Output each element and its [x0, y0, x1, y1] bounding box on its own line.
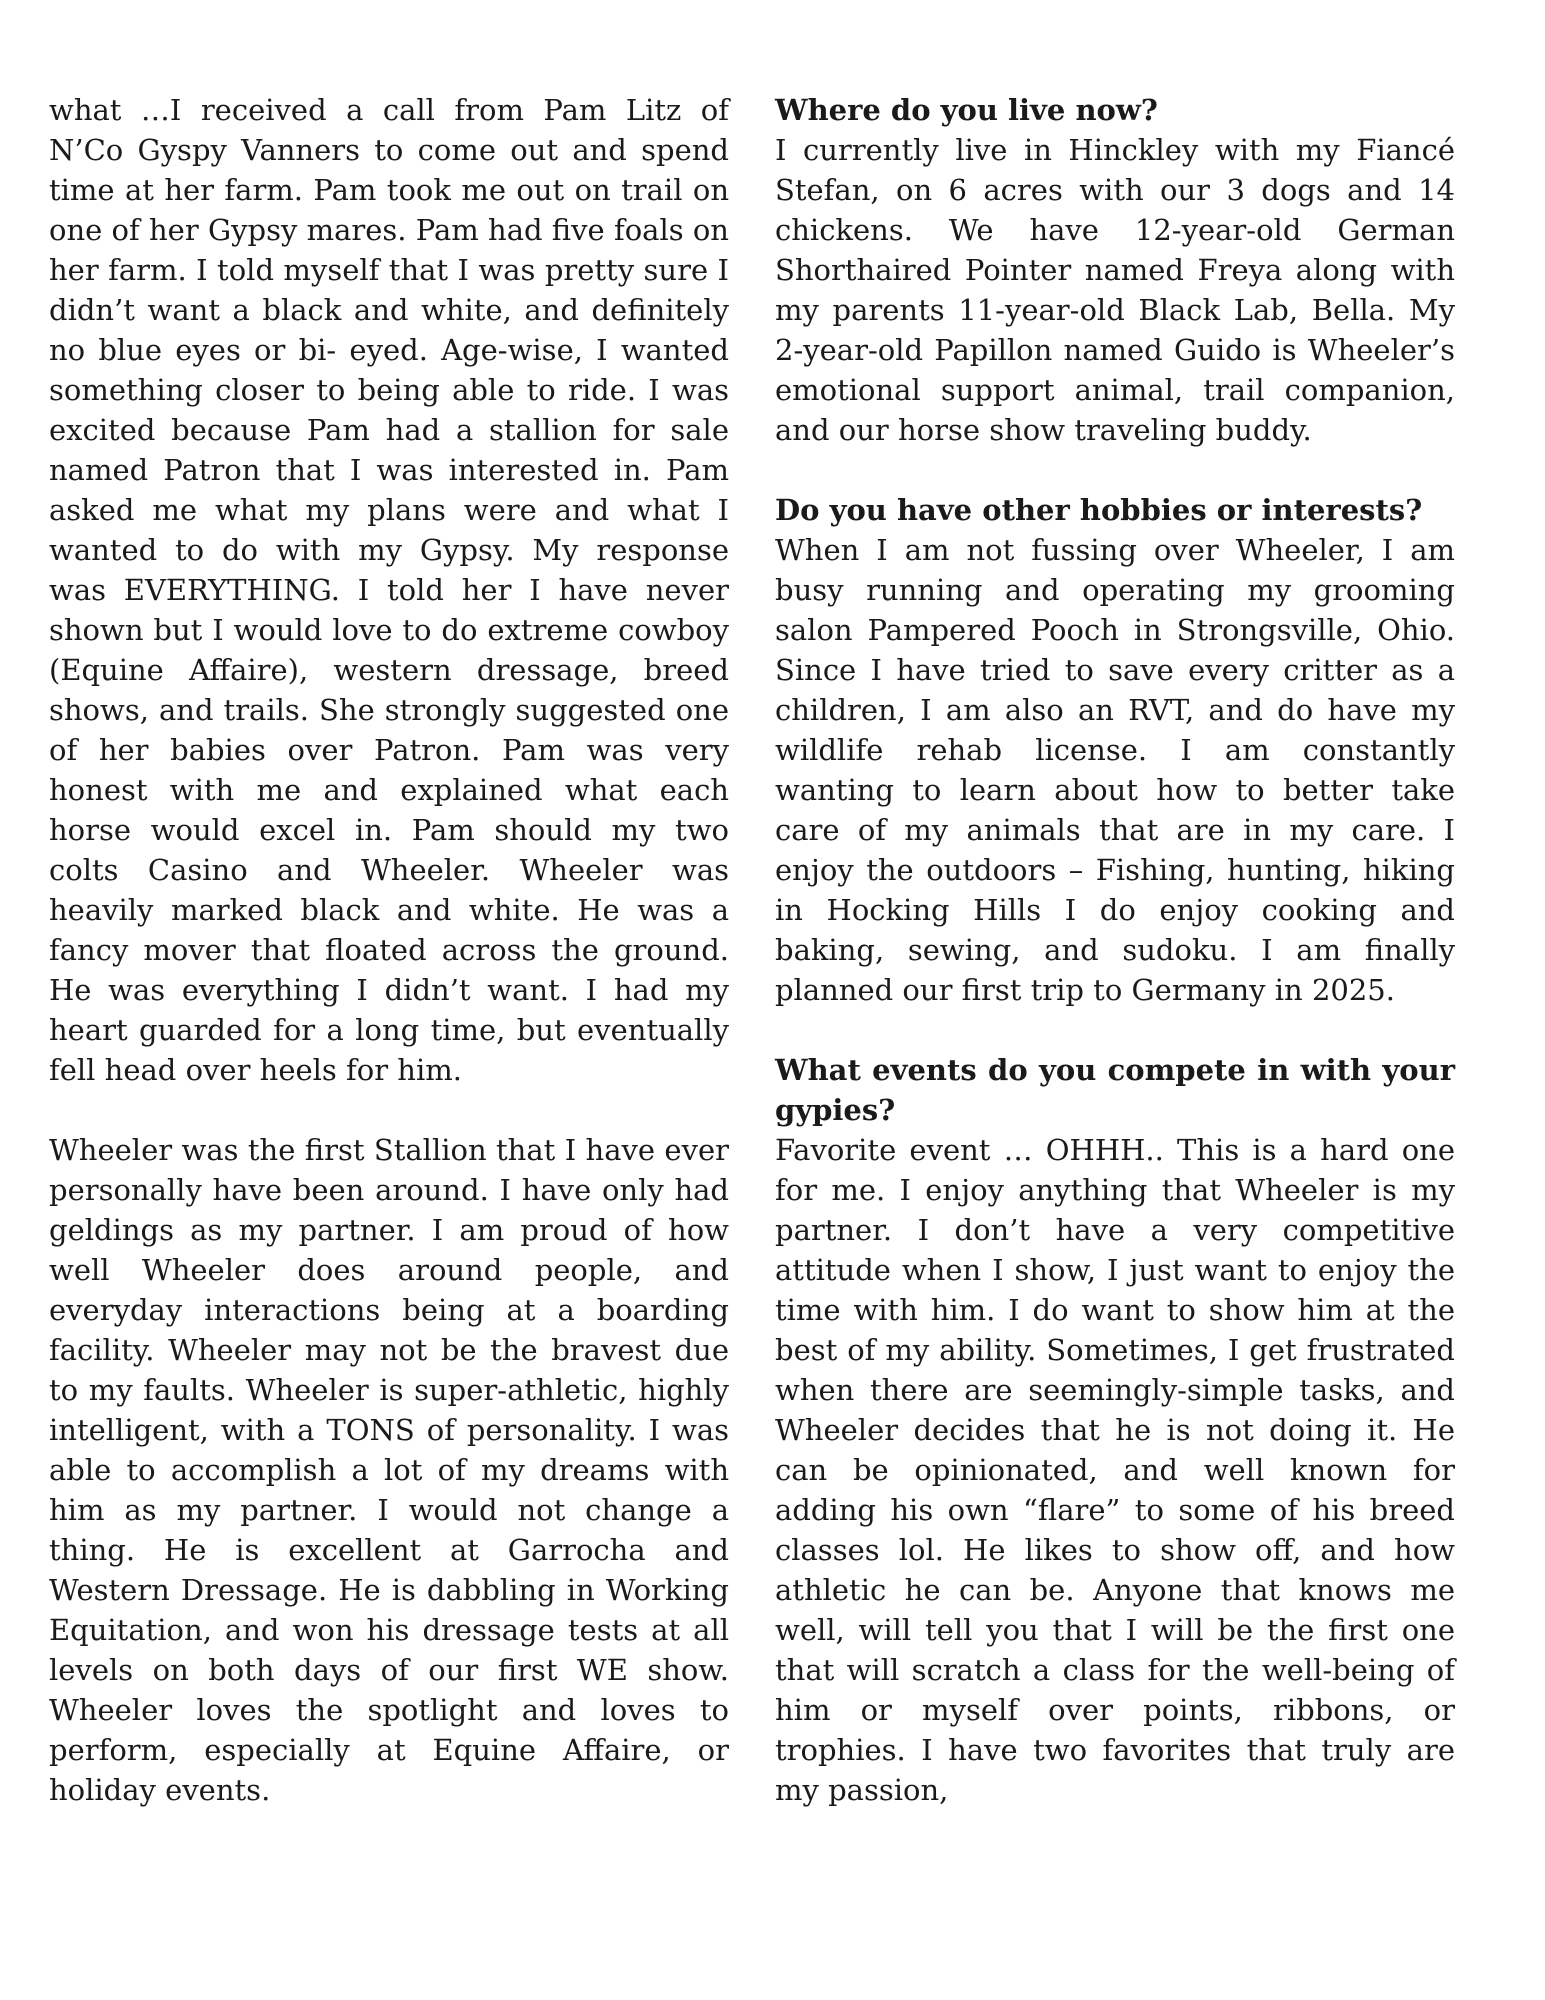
paragraph: what …I received a call from Pam Litz of N’Co Gyspy Vanners to come out and spend time at her farm. Pam took me out on trail on one of her Gypsy mares. Pam had five foals on her farm. I told myself that I was pretty sure I didn’t want a black and white, and definitely no blue eyes or bi- eyed. Age-wise, I wanted something closer to being able to ride. I was excited because Pam had a stallion for sale named Patron that I was interested in. Pam asked me what my plans were and what I wanted to do with my Gypsy. My response was EVERYTHING. I told her I have never shown but I would love to do extreme cowboy (Equine Affaire), western dressage, breed shows, and trails. She strongly suggested one of her babies over Patron. Pam was very honest with me and explained what each horse would excel in. Pam should my two colts Casino and Wheeler. Wheeler was heavily marked black and white. He was a fancy mover that floated across the ground. He was everything I didn’t want. I had my heart guarded for a long time, but eventually fell head over heels for him.: [49, 93, 729, 1087]
answer-text: Favorite event … OHHH.. This is a hard one for me. I enjoy anything that Wheeler is my partner. I don’t have a very competitive attitude when I show, I just want to enjoy the time with him. I do want to show him at the best of my ability. Sometimes, I get frustrated when there are seemingly-simple tasks, and Wheeler decides that he is not doing it. He can be opinionated, and well known for adding his own “flare” to some of his breed classes lol. He likes to show off, and how athletic he can be. Anyone that knows me well, will tell you that I will be the first one that will scratch a class for the well-being of him or myself over points, ribbons, or trophies. I have two favorites that truly are my passion,: [775, 1133, 1455, 1807]
paragraph: Wheeler was the first Stallion that I have ever personally have been around. I have only had geldings as my partner. I am proud of how well Wheeler does around people, and everyday interactions being at a boarding facility. Wheeler may not be the bravest due to my faults. Wheeler is super-athletic, highly intelligent, with a TONS of personality. I was able to accomplish a lot of my dreams with him as my partner. I would not change a thing. He is excellent at Garrocha and Western Dressage. He is dabbling in Working Equitation, and won his dressage tests at all levels on both days of our first WE show. Wheeler loves the spotlight and loves to perform, especially at Equine Affaire, or holiday events.: [49, 1133, 729, 1807]
question-heading: Where do you live now?: [775, 93, 1158, 127]
question-heading: What events do you compete in with your gypies?: [775, 1053, 1455, 1127]
answer-text: When I am not fussing over Wheeler, I am busy running and operating my grooming salon Pampered Pooch in Strongsville, Ohio. Since I have tried to save every critter as a children, I am also an RVT, and do have my wildlife rehab license. I am constantly wanting to learn about how to better take care of my animals that are in my care. I enjoy the outdoors – Fishing, hunting, hiking in Hocking Hills I do enjoy cooking and baking, sewing, and sudoku. I am finally planned our first trip to Germany in 2025.: [775, 533, 1455, 1007]
answer-text: I currently live in Hinckley with my Fiancé Stefan, on 6 acres with our 3 dogs and 14 chickens. We have 12-year-old German Shorthaired Pointer named Freya along with my parents 11-year-old Black Lab, Bella. My 2-year-old Papillon named Guido is Wheeler’s emotional support animal, trail companion, and our horse show traveling buddy.: [775, 133, 1455, 447]
qa-section-hobbies: [775, 490, 1455, 1010]
question-heading: Do you have other hobbies or interests?: [775, 493, 1423, 527]
right-column: [775, 90, 1455, 1810]
qa-section-events: [775, 1050, 1455, 1810]
left-column: [49, 90, 729, 1810]
qa-section-residence: [775, 90, 1455, 450]
